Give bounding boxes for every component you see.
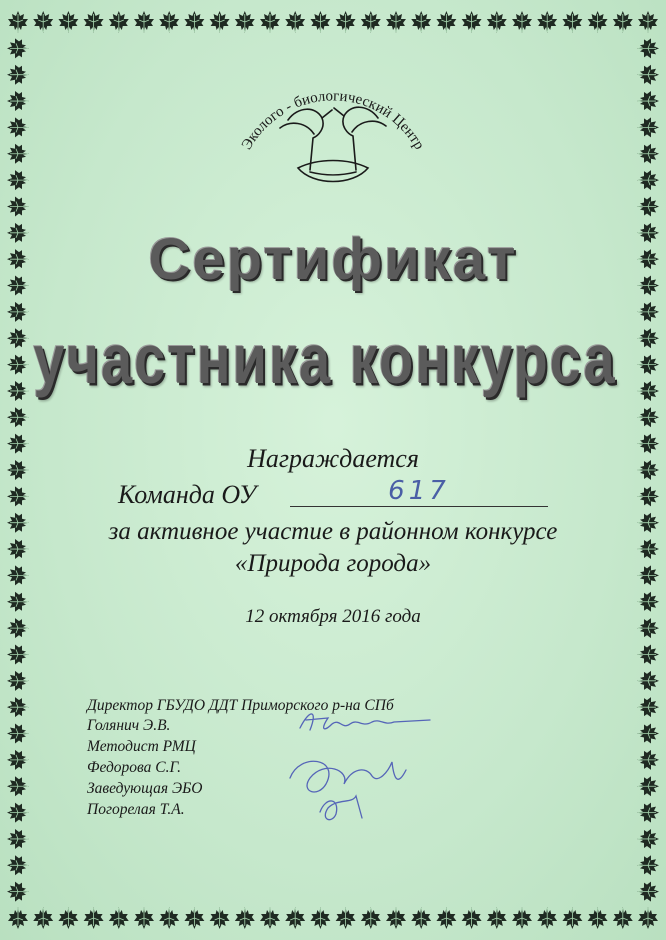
maple-leaf-icon (7, 750, 29, 770)
maple-leaf-icon (7, 803, 29, 823)
maple-leaf-icon (487, 11, 507, 33)
signatory-line: Директор ГБУДО ДДТ Приморского р-на СПб (87, 697, 394, 714)
maple-leaf-icon (7, 671, 29, 691)
maple-leaf-icon (8, 907, 28, 929)
maple-leaf-icon (637, 407, 659, 427)
maple-leaf-icon (7, 38, 29, 58)
maple-leaf-icon (7, 486, 29, 506)
emblem-ring-bottom (260, 217, 406, 218)
maple-leaf-icon (235, 907, 255, 929)
maple-leaf-icon (537, 11, 557, 33)
certificate-title: Сертификат (148, 227, 518, 292)
maple-leaf-icon (487, 907, 507, 929)
maple-leaf-icon (637, 117, 659, 137)
maple-leaf-icon (637, 829, 659, 849)
maple-leaf-icon (7, 644, 29, 664)
maple-leaf-icon (109, 11, 129, 33)
maple-leaf-icon (411, 907, 431, 929)
maple-leaf-icon (386, 907, 406, 929)
maple-leaf-icon (33, 11, 53, 33)
maple-leaf-icon (637, 644, 659, 664)
maple-leaf-icon (637, 65, 659, 85)
maple-leaf-icon (7, 882, 29, 902)
maple-leaf-icon (134, 11, 154, 33)
maple-leaf-icon (7, 724, 29, 744)
maple-leaf-icon (436, 907, 456, 929)
maple-leaf-icon (637, 882, 659, 902)
certificate-date: 12 октября 2016 года (245, 606, 421, 627)
team-label: Команда ОУ (118, 480, 257, 509)
maple-leaf-icon (159, 11, 179, 33)
maple-leaf-icon (336, 907, 356, 929)
maple-leaf-icon (159, 907, 179, 929)
maple-leaf-icon (84, 907, 104, 929)
maple-leaf-icon (7, 91, 29, 111)
maple-leaf-icon (260, 11, 280, 33)
maple-leaf-icon (235, 11, 255, 33)
maple-leaf-icon (562, 907, 582, 929)
maple-leaf-icon (562, 11, 582, 33)
awarded-line: Награждается (247, 444, 419, 473)
maple-leaf-icon (637, 38, 659, 58)
signatory-line: Голянич Э.В. (87, 717, 171, 734)
maple-leaf-icon (184, 11, 204, 33)
maple-leaf-icon (7, 196, 29, 216)
maple-leaf-icon (462, 11, 482, 33)
maple-leaf-icon (637, 486, 659, 506)
participation-line: за активное участие в районном конкурсе (108, 518, 558, 545)
maple-leaf-icon (336, 11, 356, 33)
team-number-field: 617 (290, 476, 548, 507)
maple-leaf-icon (210, 11, 230, 33)
maple-leaf-icon (7, 776, 29, 796)
maple-leaf-icon (637, 750, 659, 770)
maple-leaf-icon (637, 697, 659, 717)
maple-leaf-icon (637, 144, 659, 164)
maple-leaf-icon (8, 11, 28, 33)
maple-leaf-icon (7, 697, 29, 717)
maple-leaf-icon (84, 11, 104, 33)
maple-leaf-icon (512, 907, 532, 929)
maple-leaf-icon (637, 671, 659, 691)
maple-leaf-icon (7, 144, 29, 164)
maple-leaf-icon (7, 407, 29, 427)
maple-leaf-icon (58, 11, 78, 33)
maple-leaf-icon (637, 803, 659, 823)
maple-leaf-icon (7, 829, 29, 849)
maple-leaf-icon (637, 196, 659, 216)
maple-leaf-icon (260, 907, 280, 929)
maple-leaf-icon (637, 776, 659, 796)
maple-leaf-icon (411, 11, 431, 33)
maple-leaf-icon (134, 907, 154, 929)
maple-leaf-icon (613, 11, 633, 33)
maple-leaf-icon (436, 11, 456, 33)
maple-leaf-icon (637, 91, 659, 111)
maple-leaf-icon (7, 65, 29, 85)
emblem-ring-top: Эколого - биологический Центр (238, 88, 428, 153)
maple-leaf-icon (210, 907, 230, 929)
handwritten-signatures (280, 700, 450, 830)
maple-leaf-icon (638, 11, 658, 33)
cranes-emblem-icon (218, 58, 448, 218)
maple-leaf-icon (7, 855, 29, 875)
signatory-line: Методист РМЦ (87, 738, 196, 755)
maple-leaf-icon (361, 907, 381, 929)
maple-leaf-icon (184, 907, 204, 929)
maple-leaf-icon (285, 907, 305, 929)
maple-leaf-icon (310, 907, 330, 929)
signatory-line: Погорелая Т.А. (87, 801, 185, 818)
maple-leaf-icon (512, 11, 532, 33)
signatory-line: Федорова С.Г. (87, 759, 182, 776)
maple-leaf-icon (637, 855, 659, 875)
maple-leaf-icon (33, 907, 53, 929)
maple-leaf-icon (7, 117, 29, 137)
maple-leaf-icon (638, 907, 658, 929)
maple-leaf-icon (462, 907, 482, 929)
maple-leaf-icon (7, 170, 29, 190)
maple-leaf-icon (637, 724, 659, 744)
maple-leaf-icon (537, 907, 557, 929)
maple-leaf-icon (613, 907, 633, 929)
maple-leaf-icon (588, 907, 608, 929)
maple-leaf-icon (361, 11, 381, 33)
contest-name: «Природа города» (234, 550, 432, 577)
maple-leaf-icon (109, 907, 129, 929)
maple-leaf-icon (58, 907, 78, 929)
maple-leaf-icon (386, 11, 406, 33)
signatory-line: Заведующая ЭБО (87, 780, 203, 797)
maple-leaf-icon (637, 170, 659, 190)
maple-leaf-icon (310, 11, 330, 33)
maple-leaf-icon (285, 11, 305, 33)
certificate-subtitle: участника конкурса (33, 319, 617, 398)
maple-leaf-icon (588, 11, 608, 33)
